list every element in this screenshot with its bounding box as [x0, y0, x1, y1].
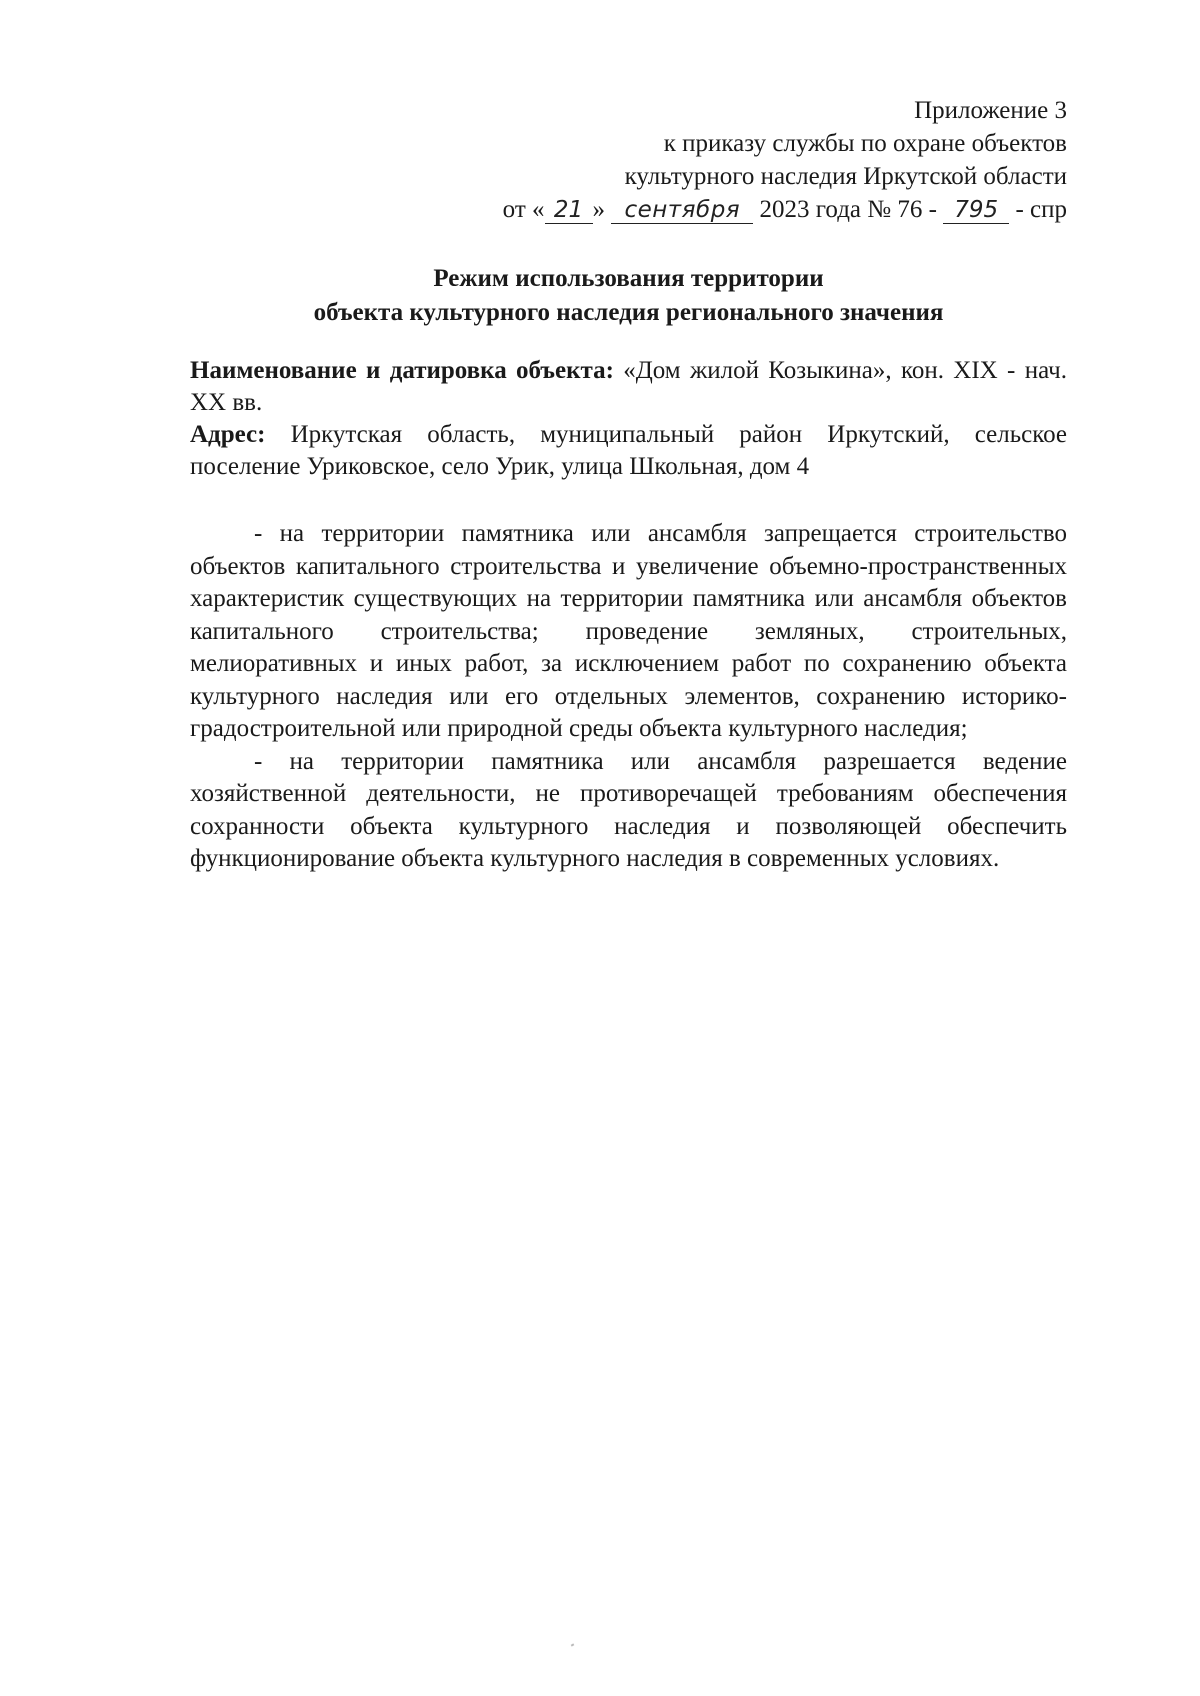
handwritten-order-number: 795	[943, 197, 1009, 224]
document-title	[190, 262, 1067, 330]
object-address-label: Адрес:	[190, 421, 266, 448]
regime-text	[190, 518, 1067, 876]
object-address-value: Иркутская область, муниципальный район Иркутский, сельское поселение Уриковское, село Урик, улица Школьная, дом 4	[190, 421, 1067, 480]
object-address-row	[190, 419, 1067, 483]
scan-speck	[571, 1643, 575, 1646]
title-line-2: объекта культурного наследия регионального значения	[313, 299, 944, 326]
appendix-header	[503, 94, 1067, 226]
regime-paragraph-permitted: - на территории памятника или ансамбля разрешается ведение хозяйственной деятельности, не противоречащей требованиям обеспечения сохранности объекта культурного наследия и позволяющей обеспечить функционирование объекта культурного наследия в современных условиях.	[190, 747, 1067, 872]
handwritten-day: 21	[545, 197, 593, 224]
appendix-number: Приложение 3	[914, 97, 1067, 124]
date-prefix: от «	[502, 196, 545, 223]
appendix-agency: культурного наследия Иркутской области	[624, 163, 1067, 190]
handwritten-month: сентября	[611, 197, 753, 224]
order-suffix: - спр	[1015, 196, 1067, 223]
regime-paragraph-prohibited: - на территории памятника или ансамбля запрещается строительство объектов капитального строительства и увеличение объемно-пространственных характеристик существующих на территории памятника или ансамбля объектов капитального строительства; проведение земляных, строительных, мелиоративных и иных работ, за исключением работ по сохранению объекта культурного наследия или его отдельных элементов, сохранению историко-градостроительной или природной среды объекта культурного наследия;	[190, 520, 1067, 742]
quote-close: »	[592, 196, 606, 223]
appendix-date-line	[503, 193, 1067, 226]
object-name-row	[190, 355, 1067, 419]
year-and-number: 2023 года № 76 -	[759, 196, 937, 223]
object-name-label: Наименование и датировка объекта:	[190, 357, 614, 384]
object-name-value: «Дом жилой Козыкина», кон. XIX - нач. XX вв.	[190, 357, 1067, 416]
appendix-order-ref: к приказу службы по охране объектов	[663, 130, 1067, 157]
title-line-1: Режим использования территории	[433, 265, 824, 292]
object-info	[190, 355, 1067, 483]
